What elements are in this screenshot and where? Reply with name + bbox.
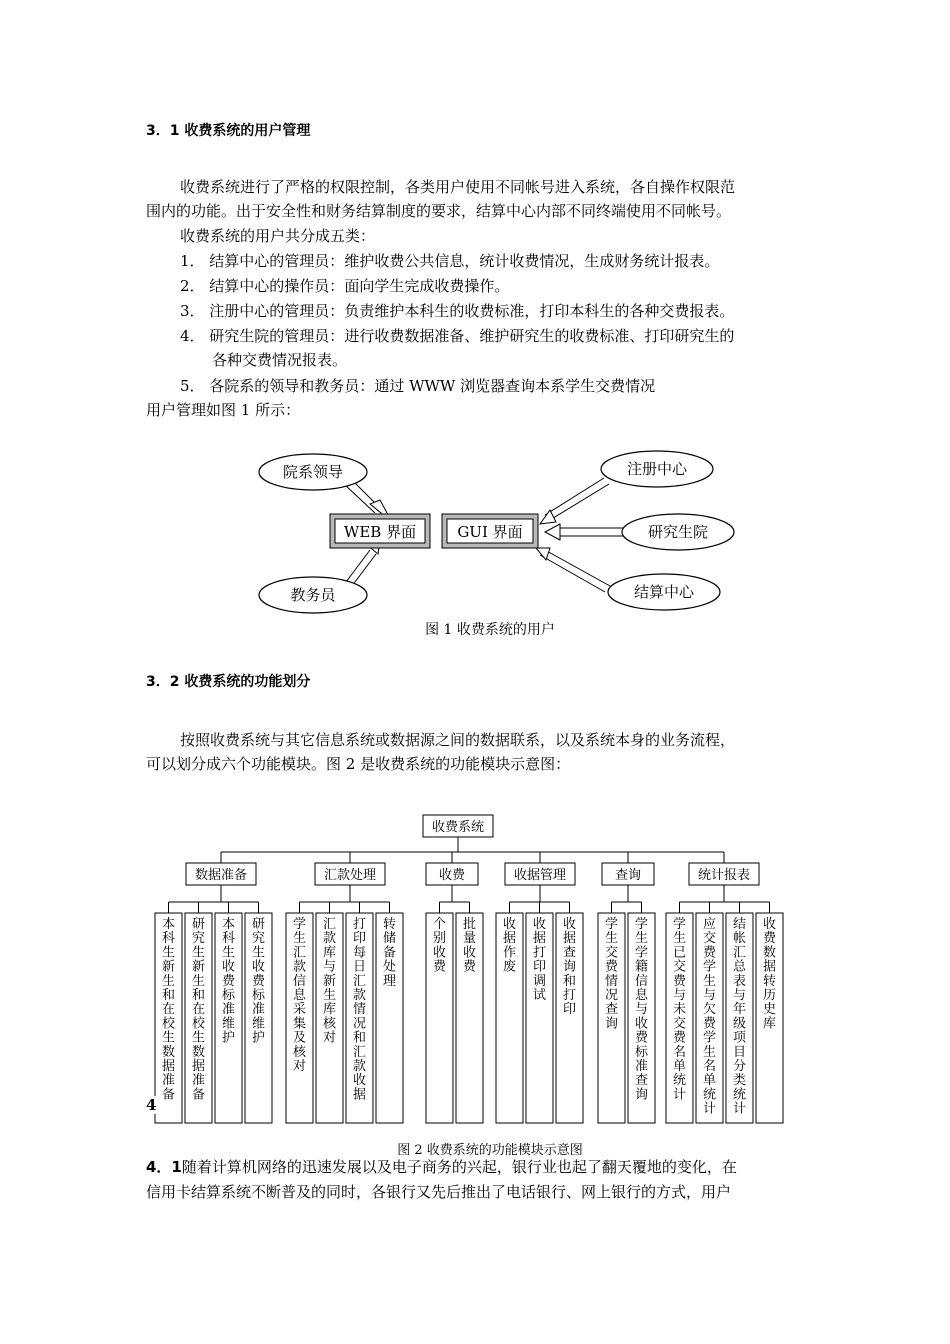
- item-char: 数: [762, 945, 777, 961]
- item-char: 科: [221, 931, 236, 947]
- item-char: 和: [562, 973, 577, 989]
- item-char: 与: [702, 988, 717, 1003]
- item-char: 情: [604, 973, 619, 989]
- item-char: 生: [191, 1030, 206, 1046]
- item-char: 和: [191, 988, 206, 1003]
- item-char: 分: [732, 1059, 747, 1074]
- item-char: 收: [562, 917, 577, 932]
- item-char: 询: [562, 959, 577, 975]
- item-char: 汇: [352, 1044, 367, 1060]
- item-char: 信: [634, 973, 649, 989]
- item-char: 数: [161, 1044, 176, 1060]
- item-char: 查: [604, 1002, 619, 1018]
- item-char: 统: [672, 1073, 687, 1089]
- item-char: 别: [432, 931, 447, 947]
- item-char: 和: [161, 988, 176, 1003]
- item-char: 打: [562, 988, 577, 1003]
- para-1-line-2: 围内的功能。出于安全性和财务结算制度的要求，结算中心内部不同终端使用不同帐号。: [146, 202, 732, 220]
- item-char: 学: [702, 959, 717, 975]
- item-char: 个: [432, 917, 447, 932]
- item-char: 交: [672, 959, 687, 975]
- item-char: 费: [762, 931, 777, 947]
- module-label: 查询: [614, 868, 642, 883]
- item-char: 收: [432, 945, 447, 961]
- node-jiaowuyuan: 教务员: [290, 586, 336, 604]
- item-char: 收: [762, 917, 777, 932]
- item-char: 转: [382, 917, 397, 932]
- item-char: 欠: [702, 1002, 717, 1018]
- arrow-line: [545, 478, 604, 515]
- item-char: 况: [352, 1016, 367, 1032]
- node-yuanxi-lingdao: 院系领导: [282, 463, 344, 481]
- item-char: 收: [462, 945, 477, 961]
- item-char: 数: [191, 1044, 206, 1060]
- list-item-3: 3． 注册中心的管理员：负责维护本科生的收费标准，打印本科生的各种交费报表。: [180, 302, 735, 320]
- figure-2-caption: 图 2 收费系统的功能模块示意图: [397, 1143, 583, 1158]
- item-char: 准: [191, 1073, 206, 1089]
- para-3-2-line-1: 按照收费系统与其它信息系统或数据源之间的数据联系，以及系统本身的业务流程，: [180, 731, 736, 749]
- item-char: 研: [191, 917, 206, 932]
- item-char: 汇: [352, 973, 367, 989]
- item-char: 款: [322, 931, 337, 947]
- item-char: 废: [502, 959, 517, 975]
- item-char: 生: [702, 973, 717, 989]
- item-char: 转: [762, 973, 777, 989]
- item-char: 备: [382, 945, 397, 961]
- item-char: 信: [292, 973, 307, 989]
- item-char: 校: [191, 1016, 206, 1032]
- item-char: 采: [292, 1002, 307, 1018]
- item-char: 费: [462, 959, 477, 975]
- item-char: 情: [352, 1002, 367, 1018]
- item-char: 研: [251, 917, 266, 932]
- box-gui-interface: GUI 界面: [457, 523, 523, 541]
- item-char: 据: [352, 1087, 367, 1103]
- item-char: 交: [702, 931, 717, 947]
- item-char: 目: [732, 1044, 747, 1060]
- item-char: 准: [221, 1002, 236, 1018]
- item-char: 日: [352, 959, 367, 975]
- item-char: 费: [634, 1030, 649, 1046]
- node-jiesuan-zhongxin: 结算中心: [633, 583, 695, 601]
- item-char: 新: [161, 959, 176, 975]
- para-4-1-line-1: [146, 1155, 737, 1179]
- item-char: 及: [292, 1030, 307, 1046]
- para-4-1-text-1: 随着计算机网络的迅速发展以及电子商务的兴起，银行业也起了翻天覆地的变化，在: [181, 1158, 737, 1176]
- section-3-2-heading: 3．2 收费系统的功能划分: [146, 674, 311, 690]
- item-char: 印: [352, 931, 367, 947]
- list-item-5: 5． 各院系的领导和教务员：通过 WWW 浏览器查询本系学生交费情况: [180, 377, 656, 395]
- item-char: 理: [382, 973, 397, 989]
- item-char: 表: [732, 973, 747, 989]
- item-char: 帐: [732, 931, 747, 947]
- item-char: 标: [634, 1044, 649, 1060]
- item-char: 费: [221, 973, 236, 989]
- item-char: 费: [702, 1016, 717, 1032]
- item-char: 询: [604, 1016, 619, 1032]
- item-char: 与: [322, 959, 337, 975]
- item-char: 生: [634, 931, 649, 947]
- list-item-4-cont: 各种交费情况报表。: [212, 351, 348, 369]
- section-3-1-heading: 3．1 收费系统的用户管理: [146, 123, 311, 139]
- item-char: 集: [292, 1016, 307, 1032]
- item-char: 结: [732, 917, 747, 932]
- item-char: 名: [672, 1044, 687, 1060]
- item-char: 单: [672, 1059, 687, 1074]
- item-char: 库: [322, 945, 337, 961]
- item-char: 学: [672, 917, 687, 932]
- item-char: 统: [732, 1087, 747, 1103]
- item-char: 年: [732, 1002, 747, 1018]
- item-char: 名: [702, 1059, 717, 1074]
- item-char: 生: [221, 945, 236, 961]
- module-label: 汇款处理: [323, 868, 377, 883]
- para-4-1-line-2: 信用卡结算系统不断普及的同时，各银行又先后推出了电话银行、网上银行的方式，用户: [146, 1183, 732, 1201]
- item-char: 护: [221, 1030, 236, 1046]
- item-char: 生: [161, 945, 176, 961]
- item-char: 本: [161, 917, 176, 932]
- item-char: 籍: [634, 959, 649, 975]
- arrow-line: [540, 555, 605, 592]
- node-yanjiushengyuan: 研究生院: [647, 523, 709, 541]
- figure-2-svg: [0, 800, 950, 1140]
- item-char: 项: [732, 1030, 747, 1046]
- item-char: 校: [161, 1016, 176, 1032]
- item-char: 汇: [292, 945, 307, 961]
- item-char: 对: [322, 1030, 337, 1046]
- item-char: 学: [604, 917, 619, 932]
- arrow-line: [550, 484, 609, 520]
- item-char: 据: [191, 1059, 206, 1074]
- item-char: 史: [762, 1002, 777, 1018]
- module-label: 数据准备: [194, 868, 248, 883]
- item-char: 单: [702, 1073, 717, 1089]
- list-item-4: 4． 研究生院的管理员：进行收费数据准备、维护研究生的收费标准、打印研究生的: [180, 327, 735, 345]
- item-char: 款: [292, 959, 307, 975]
- module-label: 统计报表: [697, 868, 751, 883]
- list-item-1: 1． 结算中心的管理员：维护收费公共信息，统计收费情况，生成财务统计报表。: [180, 252, 720, 270]
- item-char: 费: [604, 959, 619, 975]
- root-label: 收费系统: [431, 820, 485, 835]
- item-char: 汇: [732, 945, 747, 961]
- para-3-2-line-2: 可以划分成六个功能模块。图 2 是收费系统的功能模块示意图：: [146, 755, 571, 773]
- item-char: 费: [672, 1030, 687, 1046]
- item-char: 统: [702, 1087, 717, 1103]
- item-char: 查: [634, 1073, 649, 1089]
- item-char: 息: [292, 988, 307, 1003]
- item-char: 款: [352, 1059, 367, 1074]
- item-char: 据: [562, 931, 577, 947]
- item-char: 准: [634, 1059, 649, 1074]
- item-char: 在: [191, 1002, 206, 1018]
- item-char: 生: [292, 931, 307, 947]
- item-char: 储: [382, 931, 397, 947]
- item-char: 与: [672, 988, 687, 1003]
- item-char: 据: [532, 931, 547, 947]
- item-char: 标: [221, 988, 236, 1003]
- item-char: 核: [322, 1016, 337, 1032]
- item-char: 生: [322, 988, 337, 1003]
- item-char: 级: [732, 1016, 747, 1032]
- item-char: 费: [251, 973, 266, 989]
- item-char: 学: [634, 945, 649, 961]
- item-char: 历: [762, 988, 777, 1003]
- section-4-1-lead: 4．1: [146, 1158, 182, 1176]
- item-char: 新: [322, 973, 337, 989]
- item-char: 备: [191, 1087, 206, 1103]
- item-char: 生: [604, 931, 619, 947]
- figure-2-tree: [0, 800, 950, 1140]
- item-char: 学: [702, 1030, 717, 1046]
- item-char: 已: [672, 945, 687, 961]
- list-item-2: 2． 结算中心的操作员：面向学生完成收费操作。: [180, 277, 510, 295]
- box-web-interface: WEB 界面: [343, 523, 417, 541]
- item-char: 准: [251, 1002, 266, 1018]
- item-char: 打: [532, 945, 547, 961]
- item-char: 维: [221, 1016, 236, 1032]
- item-char: 印: [532, 959, 547, 975]
- item-char: 生: [702, 1044, 717, 1060]
- item-char: 备: [161, 1087, 176, 1103]
- item-char: 交: [672, 1016, 687, 1032]
- item-char: 据: [502, 931, 517, 947]
- item-char: 生: [161, 973, 176, 989]
- item-char: 收: [352, 1073, 367, 1089]
- item-char: 生: [191, 945, 206, 961]
- para-3: 用户管理如图 1 所示：: [146, 401, 301, 419]
- item-char: 收: [634, 1016, 649, 1032]
- item-char: 计: [702, 1101, 717, 1117]
- item-char: 查: [562, 945, 577, 961]
- para-2: 收费系统的用户共分成五类：: [180, 227, 376, 245]
- item-char: 生: [161, 1030, 176, 1046]
- module-label: 收费: [438, 868, 466, 883]
- item-char: 收: [251, 959, 266, 975]
- item-char: 打: [352, 917, 367, 932]
- item-char: 类: [732, 1073, 747, 1089]
- item-char: 作: [502, 945, 517, 961]
- item-char: 批: [462, 917, 477, 932]
- item-char: 调: [532, 973, 547, 989]
- item-char: 收: [532, 917, 547, 932]
- item-char: 标: [251, 988, 266, 1003]
- item-char: 据: [762, 959, 777, 975]
- node-zhuce-zhongxin: 注册中心: [626, 460, 688, 478]
- item-char: 款: [352, 988, 367, 1003]
- item-char: 核: [292, 1044, 307, 1060]
- item-char: 息: [634, 988, 649, 1003]
- item-char: 况: [604, 988, 619, 1003]
- item-char: 学: [292, 917, 307, 932]
- module-label: 收据管理: [513, 868, 567, 883]
- item-char: 费: [702, 945, 717, 961]
- arrow-line: [545, 550, 610, 586]
- item-char: 汇: [322, 917, 337, 932]
- item-char: 新: [191, 959, 206, 975]
- item-char: 对: [292, 1059, 307, 1074]
- item-char: 量: [462, 931, 477, 947]
- item-char: 在: [161, 1002, 176, 1018]
- item-char: 据: [161, 1059, 176, 1074]
- figure-1-caption: 图 1 收费系统的用户: [425, 622, 555, 638]
- item-char: 与: [634, 1002, 649, 1018]
- item-char: 学: [634, 917, 649, 932]
- item-char: 费: [672, 973, 687, 989]
- item-char: 究: [191, 931, 206, 947]
- item-char: 试: [532, 988, 547, 1003]
- para-1-line-1: 收费系统进行了严格的权限控制，各类用户使用不同帐号进入系统，各自操作权限范: [180, 178, 736, 196]
- item-char: 准: [161, 1073, 176, 1089]
- item-char: 印: [562, 1002, 577, 1018]
- item-char: 科: [161, 931, 176, 947]
- item-char: 生: [191, 973, 206, 989]
- item-char: 生: [672, 931, 687, 947]
- item-char: 生: [251, 945, 266, 961]
- figure-1-diagram: [0, 440, 950, 640]
- item-char: 收: [221, 959, 236, 975]
- item-char: 究: [251, 931, 266, 947]
- item-char: 本: [221, 917, 236, 932]
- item-char: 护: [251, 1030, 266, 1046]
- item-char: 计: [672, 1087, 687, 1103]
- item-char: 库: [762, 1016, 777, 1032]
- item-char: 每: [352, 945, 367, 961]
- item-char: 处: [382, 959, 397, 975]
- item-char: 未: [672, 1002, 687, 1018]
- item-char: 交: [604, 945, 619, 961]
- item-char: 费: [432, 959, 447, 975]
- item-char: 与: [732, 988, 747, 1003]
- item-char: 询: [634, 1087, 649, 1103]
- item-char: 总: [732, 959, 747, 975]
- item-char: 计: [732, 1101, 747, 1117]
- item-char: 应: [702, 917, 717, 932]
- item-char: 维: [251, 1016, 266, 1032]
- item-char: 和: [352, 1030, 367, 1046]
- item-char: 库: [322, 1002, 337, 1018]
- overlap-heading-fragment: 4: [146, 1096, 157, 1114]
- item-char: 收: [502, 917, 517, 932]
